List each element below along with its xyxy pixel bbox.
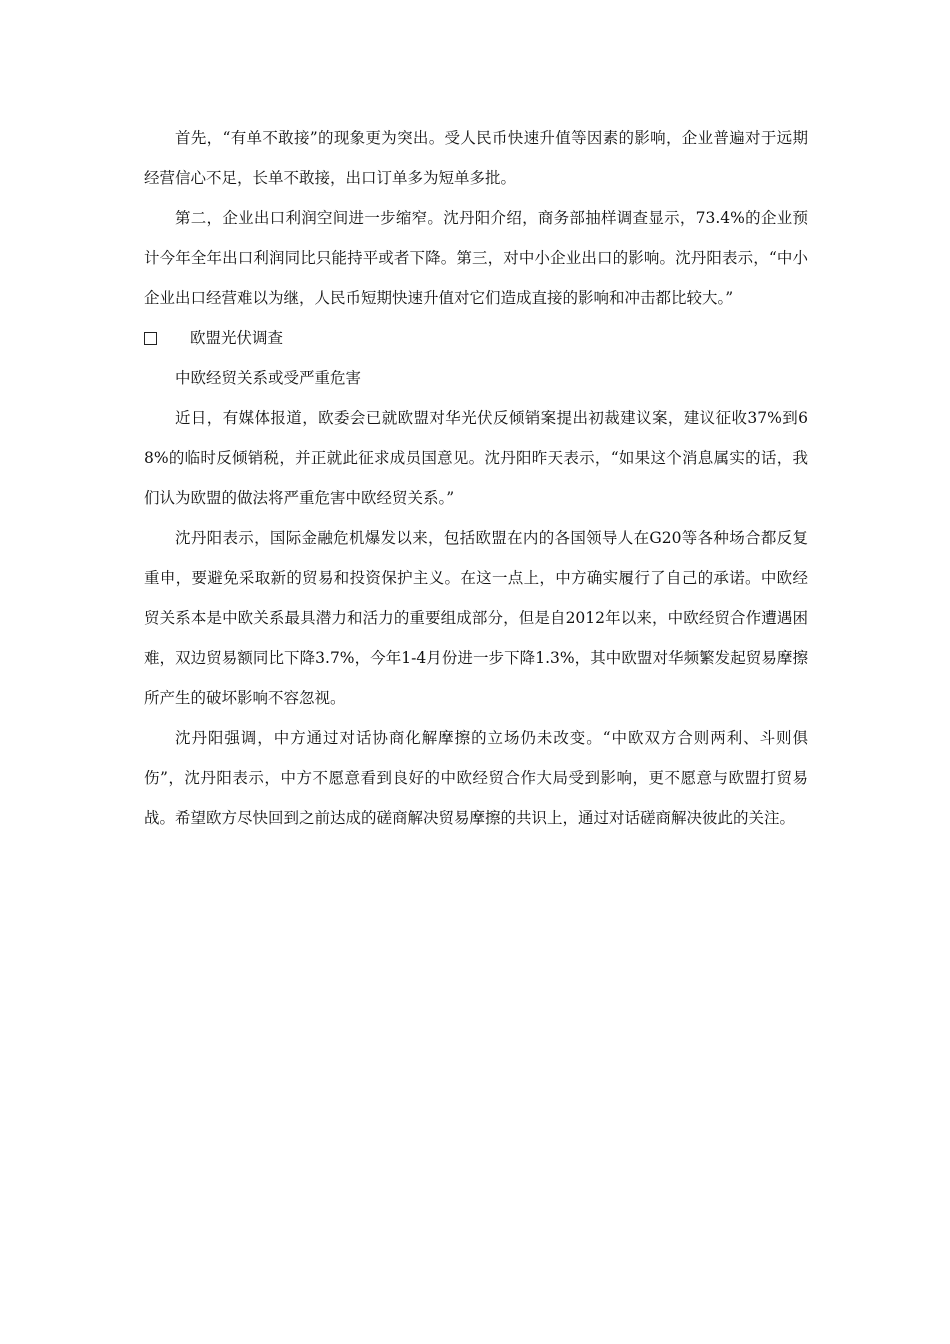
section-label: 欧盟光伏调查	[190, 329, 284, 347]
paragraph-export-profit: 第二，企业出口利润空间进一步缩窄。沈丹阳介绍，商务部抽样调查显示，73.4%的企业预计今年全年出口利润同比只能持平或者下降。第三，对中小企业出口的影响。沈丹阳表示，“中小企业出口经营难以为继，人民币短期快速升值对它们造成直接的影响和冲击都比较大。”	[144, 209, 808, 307]
paragraph-trade-protection: 沈丹阳表示，国际金融危机爆发以来，包括欧盟在内的各国领导人在G20等各种场合都反复重申，要避免采取新的贸易和投资保护主义。在这一点上，中方确实履行了自己的承诺。中欧经贸关系本是中欧关系最具潜力和活力的重要组成部分，但是自2012年以来，中欧经贸合作遭遇困难，双边贸易额同比下降3.7%，今年1-4月份进一步下降1.3%，其中欧盟对华频繁发起贸易摩擦所产生的破坏影响不容忽视。	[144, 529, 808, 707]
checkbox-icon	[144, 332, 157, 345]
paragraph-eu-pv-report: 近日，有媒体报道，欧委会已就欧盟对华光伏反倾销案提出初裁建议案，建议征收37%到68%的临时反倾销税，并正就此征求成员国意见。沈丹阳昨天表示，“如果这个消息属实的话，我们认为欧盟的做法将严重危害中欧经贸关系。”	[144, 409, 808, 507]
document-body	[144, 118, 808, 838]
paragraph-export-orders: 首先，“有单不敢接”的现象更为突出。受人民币快速升值等因素的影响，企业普遍对于远期经营信心不足，长单不敢接，出口订单多为短单多批。	[144, 129, 808, 187]
section-subtitle: 中欧经贸关系或受严重危害	[175, 369, 362, 387]
paragraph-dialogue-stance: 沈丹阳强调，中方通过对话协商化解摩擦的立场仍未改变。“中欧双方合则两利、斗则俱伤”，沈丹阳表示，中方不愿意看到良好的中欧经贸合作大局受到影响，更不愿意与欧盟打贸易战。希望欧方尽快回到之前达成的磋商解决贸易摩擦的共识上，通过对话磋商解决彼此的关注。	[144, 729, 808, 827]
section-heading	[144, 318, 808, 358]
